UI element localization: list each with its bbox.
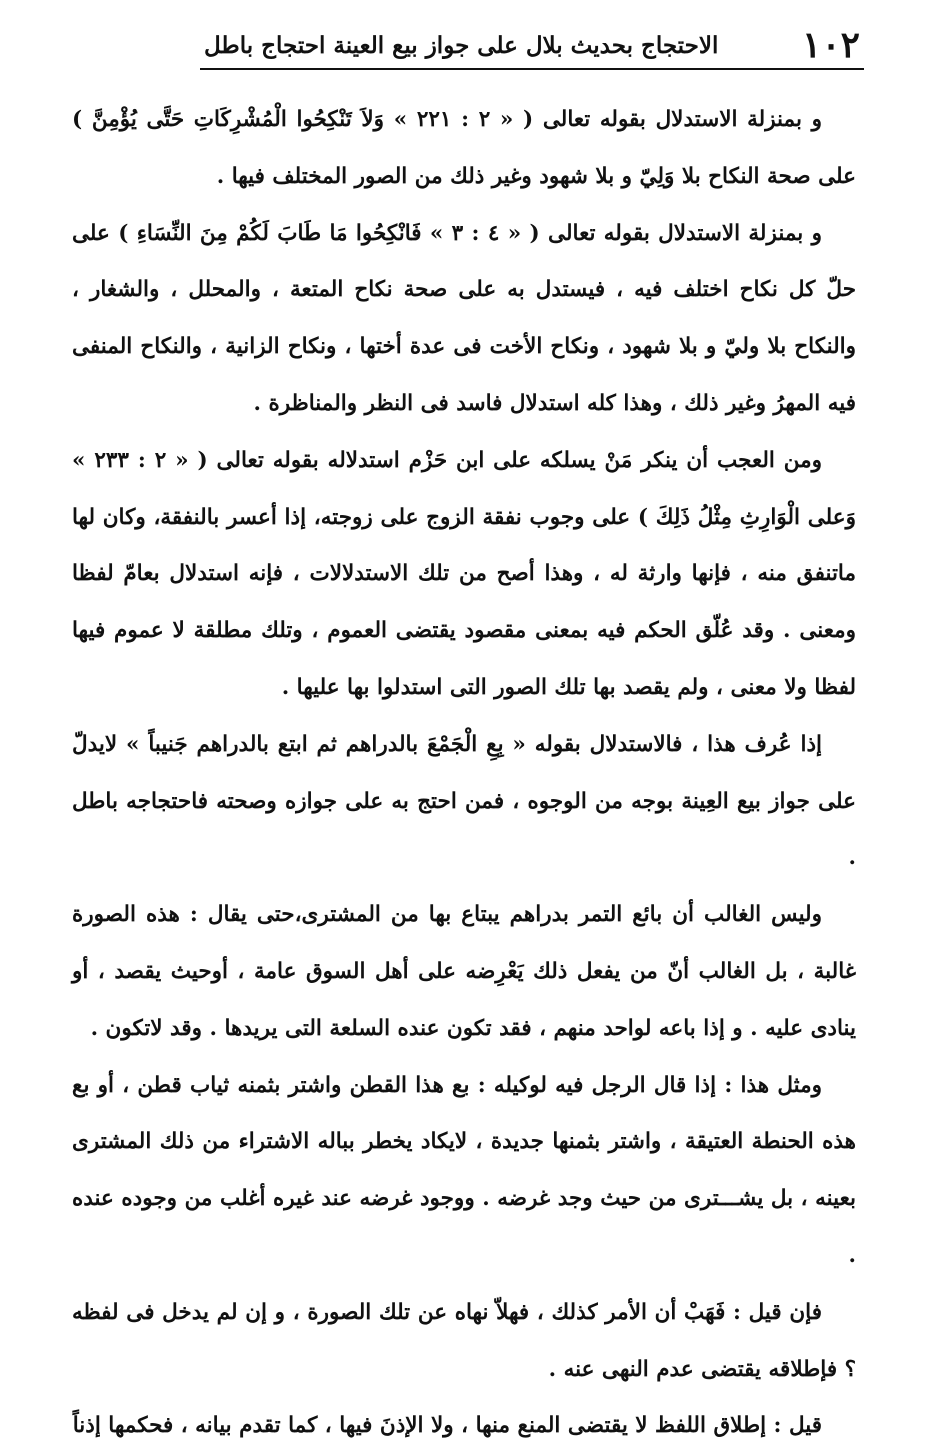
paragraph: وليس الغالب أن بائع التمر بدراهم يبتاع بها من المشترى،حتى يقال : هذه الصورة غالبة ، بل الغالب أنّ من يفعل ذلك يَعْرِضه على أهل السوق عامة ، أوحيث يقصد ، أو ينادى عليه . و إذا باعه لواحد منهم ، فقد تكون عنده السلعة التى يريدها . وقد لاتكون . (72, 902, 856, 1041)
paragraph: ومن العجب أن ينكر مَنْ يسلكه على ابن حَزْم استدلاله بقوله تعالى ( « ٢ : ٢٣٣ » وَعلى الْوَارِثِ مِثْلُ ذَلِكَ ) على وجوب نفقة الزوج على زوجته، إذا أعسر بالنفقة، وكان لها ماتنفق منه ، فإنها وارثة له ، وهذا أصح من تلك الاستدلالات ، فإنه استدلال بعامّ لفظا ومعنى . وقد عُلّق الحكم فيه بمعنى مقصود يقتضى العموم ، وتلك مطلقة لا عموم فيها لفظا ولا معنى ، ولم يقصد بها تلك الصور التى استدلوا بها عليها . (72, 447, 856, 700)
page-header (200, 22, 864, 70)
running-title: الاحتجاج بحديث بلال على جواز بيع العينة احتجاج باطل (204, 31, 719, 59)
page-number: ١٠٢ (801, 24, 860, 66)
paragraph: قيل : إطلاق اللفظ لا يقتضى المنع منها ، ولا الإذنَ فيها ، كما تقدم بيانه ، فحكمها إذناً (72, 1413, 822, 1439)
paragraph: فإن قيل : فَهَبْ أن الأمر كذلك ، فهلاّ نهاه عن تلك الصورة ، و إن لم يدخل فى لفظه ؟ فإطلاقه يقتضى عدم النهى عنه . (72, 1299, 856, 1382)
paragraph: ومثل هذا : إذا قال الرجل فيه لوكيله : بع هذا القطن واشتر بثمنه ثياب قطن ، أو بع هذه الحنطة العتيقة ، واشتر بثمنها جديدة ، لايكاد يخطر بباله الاشتراء من ذلك المشترى بعينه ، بل يشـــترى من حيث وجد غرضه . ووجود غرضه عند غيره أغلب من وجوده عنده . (72, 1072, 856, 1268)
paragraph: و بمنزلة الاستدلال بقوله تعالى ( « ٤ : ٣ » فَانْكِحُوا مَا طَابَ لَكُمْ مِنَ النِّسَاءِ ) على حلّ كل نكاح اختلف فيه ، فيستدل به على صحة نكاح المتعة ، والمحلل ، والشغار ، والنكاح بلا وليّ و بلا شهود ، ونكاح الأخت فى عدة أختها ، ونكاح الزانية ، والنكاح المنفى فيه المهرُ وغير ذلك ، وهذا كله استدلال فاسد فى النظر والمناظرة . (72, 220, 856, 416)
body-text (72, 92, 856, 1455)
paragraph: و بمنزلة الاستدلال بقوله تعالى ( « ٢ : ٢٢١ » وَلاَ تَنْكِحُوا الْمُشْرِكَاتِ حَتَّى يُؤْمِنَّ ) على صحة النكاح بلا وَلِيّ و بلا شهود وغير ذلك من الصور المختلف فيها . (72, 107, 856, 189)
paragraph: إذا عُرف هذا ، فالاستدلال بقوله « بِعِ الْجَمْعَ بالدراهم ثم ابتع بالدراهم جَنيباً » لايدلّ على جواز بيع العِينة بوجه من الوجوه ، فمن احتج به على جوازه وصحته فاحتجاجه باطل . (72, 731, 856, 871)
